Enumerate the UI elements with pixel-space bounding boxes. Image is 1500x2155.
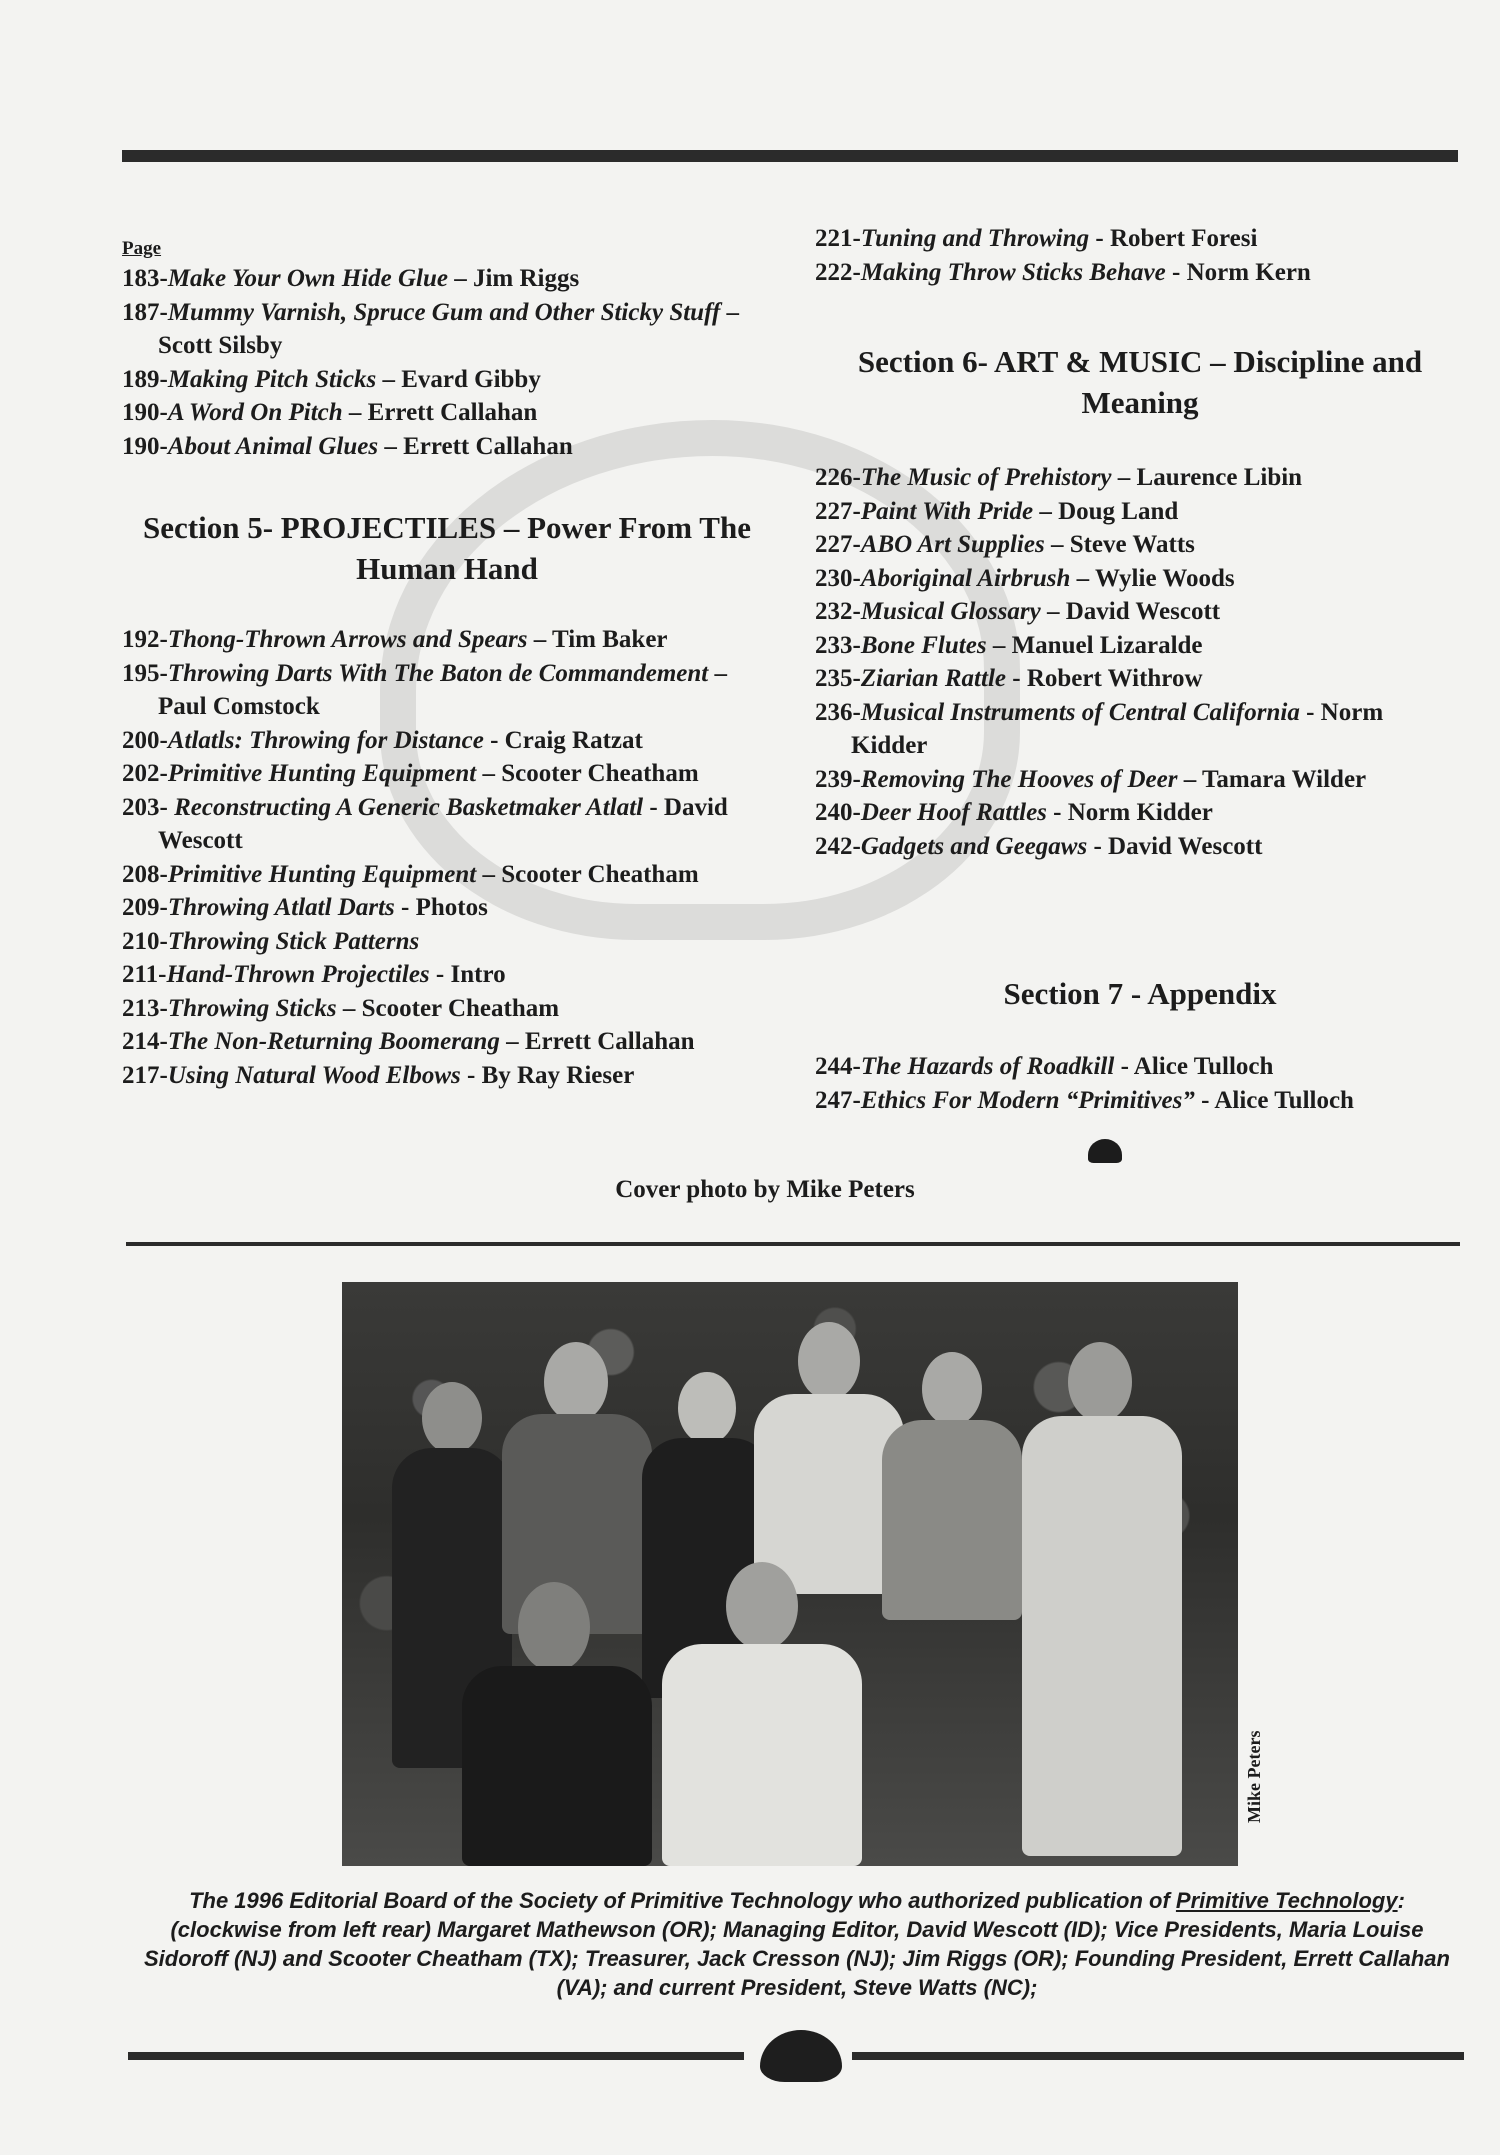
toc-page-number: 222- xyxy=(815,258,861,286)
toc-title: Aboriginal Airbrush xyxy=(860,564,1071,592)
toc-title: Atlatls: Throwing for Distance xyxy=(167,726,484,754)
toc-entry xyxy=(122,925,772,959)
toc-title: Hand-Thrown Projectiles xyxy=(166,961,430,988)
toc-page-number: 209- xyxy=(122,894,168,921)
toc-page-number: 211- xyxy=(122,961,167,988)
toc-title: Mummy Varnish, Spruce Gum and Other Sticky Stuff xyxy=(167,298,721,326)
toc-entry xyxy=(122,958,772,992)
toc-entry xyxy=(815,528,1465,562)
toc-page-number: 242- xyxy=(815,832,861,860)
toc-author: Tim Baker xyxy=(552,626,668,653)
toc-separator: – xyxy=(336,994,362,1022)
toc-entry xyxy=(815,629,1465,663)
photo-credit: Mike Peters xyxy=(1244,1730,1264,1824)
right-column xyxy=(815,222,1465,1117)
toc-author: Norm Kidder xyxy=(851,698,1384,759)
toc-page-number: 239- xyxy=(815,765,861,793)
top-rule xyxy=(122,150,1458,162)
toc-title: Throwing Atlatl Darts xyxy=(167,894,395,921)
end-mark-icon xyxy=(1088,1139,1122,1163)
toc-page-number: 233- xyxy=(815,631,861,659)
page-label: Page xyxy=(122,238,162,259)
toc-page-number: 247- xyxy=(815,1086,861,1114)
toc-page-number: 203- xyxy=(122,793,175,821)
toc-page-number: 226- xyxy=(815,464,861,491)
toc-title: Paint With Pride xyxy=(860,497,1034,525)
left-top-entries xyxy=(122,262,772,463)
person-8 xyxy=(662,1562,862,1866)
section-5-heading: Section 5- PROJECTILES – Power From The Human Hand xyxy=(143,510,751,586)
toc-page-number: 208- xyxy=(122,860,168,888)
section-7-entries xyxy=(815,1050,1465,1117)
toc-separator: - xyxy=(483,726,505,754)
toc-author: Evard Gibby xyxy=(401,365,541,393)
toc-author: Scooter Cheatham xyxy=(501,860,699,888)
toc-separator: – xyxy=(476,760,502,787)
toc-separator: – xyxy=(1033,497,1059,525)
toc-title: Throwing Sticks xyxy=(167,994,337,1022)
toc-separator: - xyxy=(1089,225,1110,252)
toc-page-number: 227- xyxy=(815,531,861,558)
toc-entry xyxy=(815,696,1465,763)
toc-author: Manuel Lizaralde xyxy=(1011,631,1203,659)
toc-author: By Ray Rieser xyxy=(481,1061,635,1089)
toc-separator: - xyxy=(1005,665,1027,692)
toc-title: The Non-Returning Boomerang xyxy=(167,1028,500,1055)
toc-separator: - xyxy=(1046,799,1068,826)
toc-title: The Hazards of Roadkill xyxy=(860,1053,1115,1080)
toc-entry xyxy=(815,562,1465,596)
toc-separator: – xyxy=(986,631,1012,659)
toc-separator: - xyxy=(1087,832,1109,860)
toc-title: Throwing Stick Patterns xyxy=(167,927,420,955)
right-top-entries xyxy=(815,222,1465,289)
toc-entry xyxy=(122,363,772,397)
toc-author: Tamara Wilder xyxy=(1202,765,1367,793)
toc-page-number: 213- xyxy=(122,994,168,1022)
toc-author: David Wescott xyxy=(1065,598,1221,625)
toc-author: David Wescott xyxy=(1108,832,1263,860)
toc-page-number: 202- xyxy=(122,760,168,787)
toc-entry xyxy=(122,296,772,363)
toc-page-number: 210- xyxy=(122,927,168,955)
photo-caption xyxy=(132,1886,1462,2002)
toc-page-number: 227- xyxy=(815,497,861,525)
toc-page-number: 192- xyxy=(122,626,168,653)
section-7-heading: Section 7 - Appendix xyxy=(1003,976,1277,1011)
toc-title: Ethics For Modern “Primitives” xyxy=(860,1086,1195,1114)
toc-separator: - xyxy=(394,894,416,921)
toc-page-number: 183- xyxy=(122,265,168,292)
hat-logo-icon xyxy=(760,2030,842,2082)
toc-title: Primitive Hunting Equipment xyxy=(167,860,477,888)
toc-separator: - xyxy=(1299,698,1321,726)
caption-publication-title: Primitive Technology xyxy=(1175,1888,1398,1913)
toc-separator: - xyxy=(1114,1053,1134,1080)
person-7 xyxy=(462,1582,652,1866)
toc-author: Norm Kidder xyxy=(1067,799,1213,826)
toc-title: Make Your Own Hide Glue xyxy=(167,265,448,292)
toc-separator: – xyxy=(376,365,402,393)
toc-entry xyxy=(815,662,1465,696)
toc-separator: – xyxy=(1044,531,1070,558)
toc-author: Steve Watts xyxy=(1069,531,1195,558)
toc-page-number: 230- xyxy=(815,564,861,592)
toc-entry xyxy=(815,595,1465,629)
toc-entry xyxy=(122,724,772,758)
toc-separator: – xyxy=(476,860,502,888)
toc-separator: – xyxy=(708,659,727,687)
toc-entry xyxy=(815,495,1465,529)
caption-part-1: The 1996 Editorial Board of the Society of Primitive Technology who authorized publication of xyxy=(189,1888,1176,1913)
toc-author: Scott Silsby xyxy=(158,332,283,359)
toc-entry xyxy=(815,796,1465,830)
toc-page-number: 235- xyxy=(815,665,861,692)
toc-entry xyxy=(122,1025,772,1059)
toc-title: Making Pitch Sticks xyxy=(167,365,377,393)
toc-separator: - xyxy=(643,793,664,821)
toc-entry xyxy=(122,757,772,791)
toc-entry xyxy=(122,430,772,464)
toc-page-number: 221- xyxy=(815,225,861,252)
toc-page-number: 217- xyxy=(122,1061,168,1089)
toc-author: Alice Tulloch xyxy=(1214,1086,1354,1114)
section-6-entries xyxy=(815,461,1465,863)
toc-separator: - xyxy=(429,961,451,988)
toc-title: About Animal Glues xyxy=(167,432,379,460)
person-6 xyxy=(1022,1342,1182,1862)
toc-separator: – xyxy=(1040,598,1066,625)
toc-separator: - xyxy=(1165,258,1187,286)
toc-title: Gadgets and Geegaws xyxy=(860,832,1088,860)
toc-entry xyxy=(122,396,772,430)
toc-author: Errett Callahan xyxy=(367,399,538,426)
toc-author: Errett Callahan xyxy=(403,432,573,460)
toc-separator: – xyxy=(1111,464,1137,491)
toc-title: Thong-Thrown Arrows and Spears xyxy=(167,626,528,653)
toc-author: Robert Foresi xyxy=(1110,225,1258,252)
toc-entry xyxy=(815,1084,1465,1118)
toc-author: Intro xyxy=(450,961,506,988)
toc-separator: - xyxy=(460,1061,482,1089)
toc-separator: – xyxy=(447,265,473,292)
toc-page-number: 195- xyxy=(122,659,168,687)
toc-author: Robert Withrow xyxy=(1026,665,1203,692)
toc-title: Reconstructing A Generic Basketmaker Atlatl xyxy=(174,793,644,821)
toc-title: Deer Hoof Rattles xyxy=(860,799,1047,826)
toc-author: Wylie Woods xyxy=(1094,564,1235,592)
toc-title: Using Natural Wood Elbows xyxy=(167,1061,461,1089)
bottom-rule-left xyxy=(128,2052,744,2060)
toc-author: Alice Tulloch xyxy=(1133,1053,1274,1080)
toc-separator: – xyxy=(1177,765,1202,793)
toc-separator: – xyxy=(499,1028,525,1055)
toc-title: Throwing Darts With The Baton de Commandement xyxy=(167,659,709,687)
toc-separator: – xyxy=(720,298,740,326)
toc-entry xyxy=(122,891,772,925)
cover-credit: Cover photo by Mike Peters xyxy=(615,1176,915,1203)
toc-author: Photos xyxy=(415,894,488,921)
toc-author: Scooter Cheatham xyxy=(361,994,560,1022)
toc-entry xyxy=(815,1050,1465,1084)
toc-author: Errett Callahan xyxy=(524,1028,695,1055)
toc-page-number: 190- xyxy=(122,432,168,460)
middle-rule xyxy=(126,1242,1460,1246)
toc-entry xyxy=(815,461,1465,495)
editorial-board-photo xyxy=(342,1282,1238,1866)
toc-author: David Wescott xyxy=(158,793,728,854)
toc-entry xyxy=(122,992,772,1026)
section-5-entries xyxy=(122,623,772,1092)
person-5 xyxy=(882,1352,1022,1652)
toc-entry xyxy=(122,858,772,892)
toc-entry xyxy=(122,623,772,657)
toc-title: Bone Flutes xyxy=(860,631,987,659)
toc-page-number: 244- xyxy=(815,1053,861,1080)
toc-title: Musical Instruments of Central California xyxy=(860,698,1300,726)
toc-entry xyxy=(815,222,1465,256)
toc-page-number: 240- xyxy=(815,799,861,826)
toc-page-number: 232- xyxy=(815,598,861,625)
toc-title: Musical Glossary xyxy=(860,598,1041,625)
toc-title: A Word On Pitch xyxy=(167,399,343,426)
toc-page-number: 236- xyxy=(815,698,861,726)
toc-separator: - xyxy=(1194,1086,1215,1114)
toc-title: The Music of Prehistory xyxy=(860,464,1112,491)
toc-separator: – xyxy=(527,626,552,653)
toc-author: Craig Ratzat xyxy=(504,726,643,754)
toc-title: Ziarian Rattle xyxy=(860,665,1006,692)
toc-entry xyxy=(122,791,772,858)
toc-title: Making Throw Sticks Behave xyxy=(860,258,1166,286)
toc-entry xyxy=(815,763,1465,797)
toc-entry xyxy=(122,262,772,296)
toc-separator: – xyxy=(1070,564,1095,592)
toc-entry xyxy=(815,830,1465,864)
toc-separator: – xyxy=(342,399,368,426)
toc-entry xyxy=(122,657,772,724)
toc-entry xyxy=(122,1059,772,1093)
bottom-rule-right xyxy=(852,2052,1464,2060)
toc-page-number: 190- xyxy=(122,399,168,426)
section-6-heading: Section 6- ART & MUSIC – Discipline and Meaning xyxy=(857,344,1423,420)
toc-page-number: 200- xyxy=(122,726,168,754)
toc-page-number: 214- xyxy=(122,1028,168,1055)
toc-title: ABO Art Supplies xyxy=(860,531,1045,558)
toc-title: Tuning and Throwing xyxy=(860,225,1090,252)
toc-author: Norm Kern xyxy=(1186,258,1311,286)
toc-author: Paul Comstock xyxy=(158,693,320,720)
toc-title: Removing The Hooves of Deer xyxy=(860,765,1178,793)
toc-separator: – xyxy=(378,432,404,460)
toc-title: Primitive Hunting Equipment xyxy=(167,760,477,787)
left-column xyxy=(122,222,772,1092)
caption-part-2: : (clockwise from left rear) Margaret Mathewson (OR); Managing Editor, David Wescott (ID); Vice Presidents, Maria Louise Sidoroff (NJ) and Scooter Cheatham (TX); Treasurer, Jack Cresson (NJ); Jim Riggs (OR); Founding President, Errett Callahan (VA); and current President, Steve Watts (NC); xyxy=(144,1888,1450,2000)
toc-author: Laurence Libin xyxy=(1136,464,1303,491)
toc-author: Doug Land xyxy=(1058,497,1179,525)
toc-author: Scooter Cheatham xyxy=(501,760,699,787)
toc-entry xyxy=(815,256,1465,290)
toc-page-number: 189- xyxy=(122,365,168,393)
toc-author: Jim Riggs xyxy=(472,265,580,292)
toc-page-number: 187- xyxy=(122,298,168,326)
